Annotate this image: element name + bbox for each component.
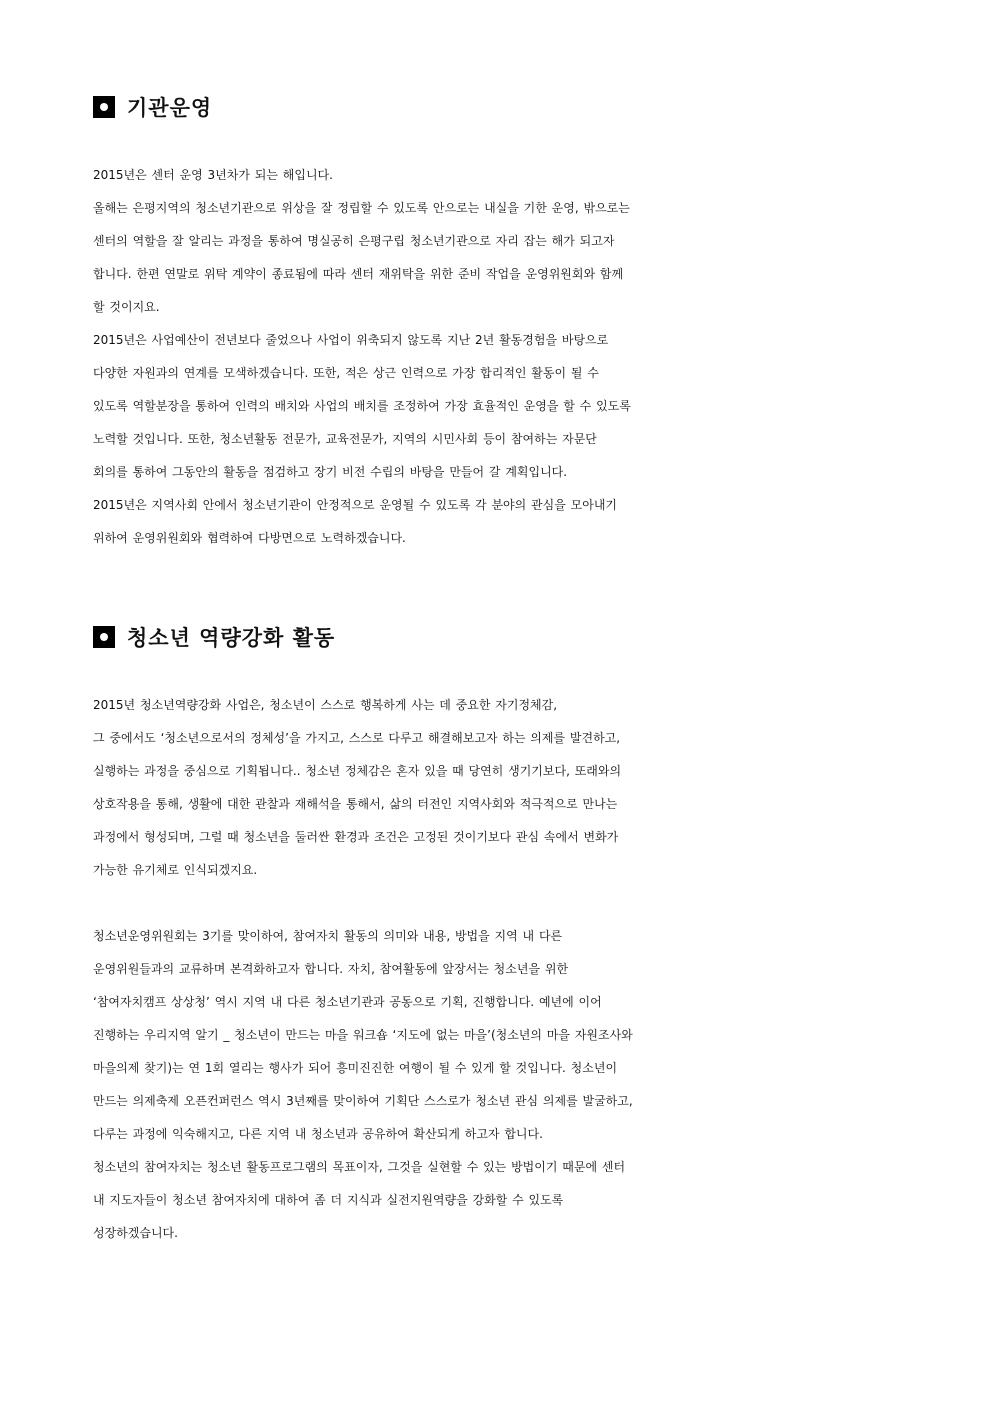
text-line: 다양한 자원과의 연계를 모색하겠습니다. 또한, 적은 상근 인력으로 가장 합리적인 활동이 될 수 <box>93 366 599 380</box>
text-line: 진행하는 우리지역 알기 _ 청소년이 만드는 마을 워크숍 ‘지도에 없는 마을’(청소년의 마을 자원조사와 <box>93 1028 633 1042</box>
text-line: 내 지도자들이 청소년 참여자치에 대하여 좀 더 지식과 실전지원역량을 강화할 수 있도록 <box>93 1193 564 1207</box>
text-line: 있도록 역할분장을 통하여 인력의 배치와 사업의 배치를 조정하여 가장 효율적인 운영을 할 수 있도록 <box>93 399 631 413</box>
text-line: 다루는 과정에 익숙해지고, 다른 지역 내 청소년과 공유하여 확산되게 하고자 합니다. <box>93 1127 543 1141</box>
section-heading <box>93 92 913 122</box>
text-line: 2015년은 사업예산이 전년보다 줄었으나 사업이 위축되지 않도록 지난 2년 활동경험을 바탕으로 <box>93 333 609 347</box>
text-line: 청소년운영위원회는 3기를 맞이하여, 참여자치 활동의 의미와 내용, 방법을 지역 내 다른 <box>93 929 563 943</box>
text-line: 성장하겠습니다. <box>93 1226 178 1240</box>
section-heading <box>93 622 913 652</box>
section-institution-operation <box>93 92 913 555</box>
section-heading-text: 기관운영 <box>127 96 213 120</box>
text-line: 상호작용을 통해, 생활에 대한 관찰과 재해석을 통해서, 삶의 터전인 지역사회와 적극적으로 만나는 <box>93 797 618 811</box>
text-line: 2015년 청소년역량강화 사업은, 청소년이 스스로 행복하게 사는 데 중요한 자기정체감, <box>93 698 558 712</box>
square-bullet-icon <box>93 626 115 648</box>
paragraph-gap <box>93 887 913 920</box>
text-line: 올해는 은평지역의 청소년기관으로 위상을 잘 정립할 수 있도록 안으로는 내실을 기한 운영, 밖으로는 <box>93 201 630 215</box>
text-line: 2015년은 센터 운영 3년차가 되는 해입니다. <box>93 168 333 182</box>
square-bullet-icon <box>93 96 115 118</box>
text-line: 회의를 통하여 그동안의 활동을 점검하고 장기 비전 수립의 바탕을 만들어 갈 계획입니다. <box>93 465 568 479</box>
text-line: ‘참여자치캠프 상상청’ 역시 지역 내 다른 청소년기관과 공동으로 기획, 진행합니다. 예년에 이어 <box>93 995 602 1009</box>
text-line: 만드는 의제축제 오픈컨퍼런스 역시 3년째를 맞이하여 기획단 스스로가 청소년 관심 의제를 발굴하고, <box>93 1094 633 1108</box>
text-line: 실행하는 과정을 중심으로 기획됩니다.. 청소년 정체감은 혼자 있을 때 당연히 생기기보다, 또래와의 <box>93 764 622 778</box>
text-line: 2015년은 지역사회 안에서 청소년기관이 안정적으로 운영될 수 있도록 각 분야의 관심을 모아내기 <box>93 498 617 512</box>
text-line: 노력할 것입니다. 또한, 청소년활동 전문가, 교육전문가, 지역의 시민사회 등이 참여하는 자문단 <box>93 432 597 446</box>
text-line: 가능한 유기체로 인식되겠지요. <box>93 863 258 877</box>
section-heading-text: 청소년 역량강화 활동 <box>127 626 336 650</box>
text-line: 위하여 운영위원회와 협력하여 다방면으로 노력하겠습니다. <box>93 531 406 545</box>
text-line: 할 것이지요. <box>93 300 160 314</box>
text-line: 마을의제 찾기)는 연 1회 열리는 행사가 되어 흥미진진한 여행이 될 수 있게 할 것입니다. 청소년이 <box>93 1061 618 1075</box>
section-youth-capacity <box>93 622 913 1250</box>
section-body <box>93 159 913 555</box>
text-line: 그 중에서도 ‘청소년으로서의 정체성’을 가지고, 스스로 다루고 해결해보고자 하는 의제를 발견하고, <box>93 731 621 745</box>
section-body <box>93 689 913 1250</box>
text-line: 센터의 역할을 잘 알리는 과정을 통하여 명실공히 은평구립 청소년기관으로 자리 잡는 해가 되고자 <box>93 234 615 248</box>
text-line: 운영위원들과의 교류하며 본격화하고자 합니다. 자치, 참여활동에 앞장서는 청소년을 위한 <box>93 962 569 976</box>
text-line: 청소년의 참여자치는 청소년 활동프로그램의 목표이자, 그것을 실현할 수 있는 방법이기 때문에 센터 <box>93 1160 626 1174</box>
text-line: 합니다. 한편 연말로 위탁 계약이 종료됨에 따라 센터 재위탁을 위한 준비 작업을 운영위원회와 함께 <box>93 267 624 281</box>
text-line: 과정에서 형성되며, 그럴 때 청소년을 둘러싼 환경과 조건은 고정된 것이기보다 관심 속에서 변화가 <box>93 830 619 844</box>
